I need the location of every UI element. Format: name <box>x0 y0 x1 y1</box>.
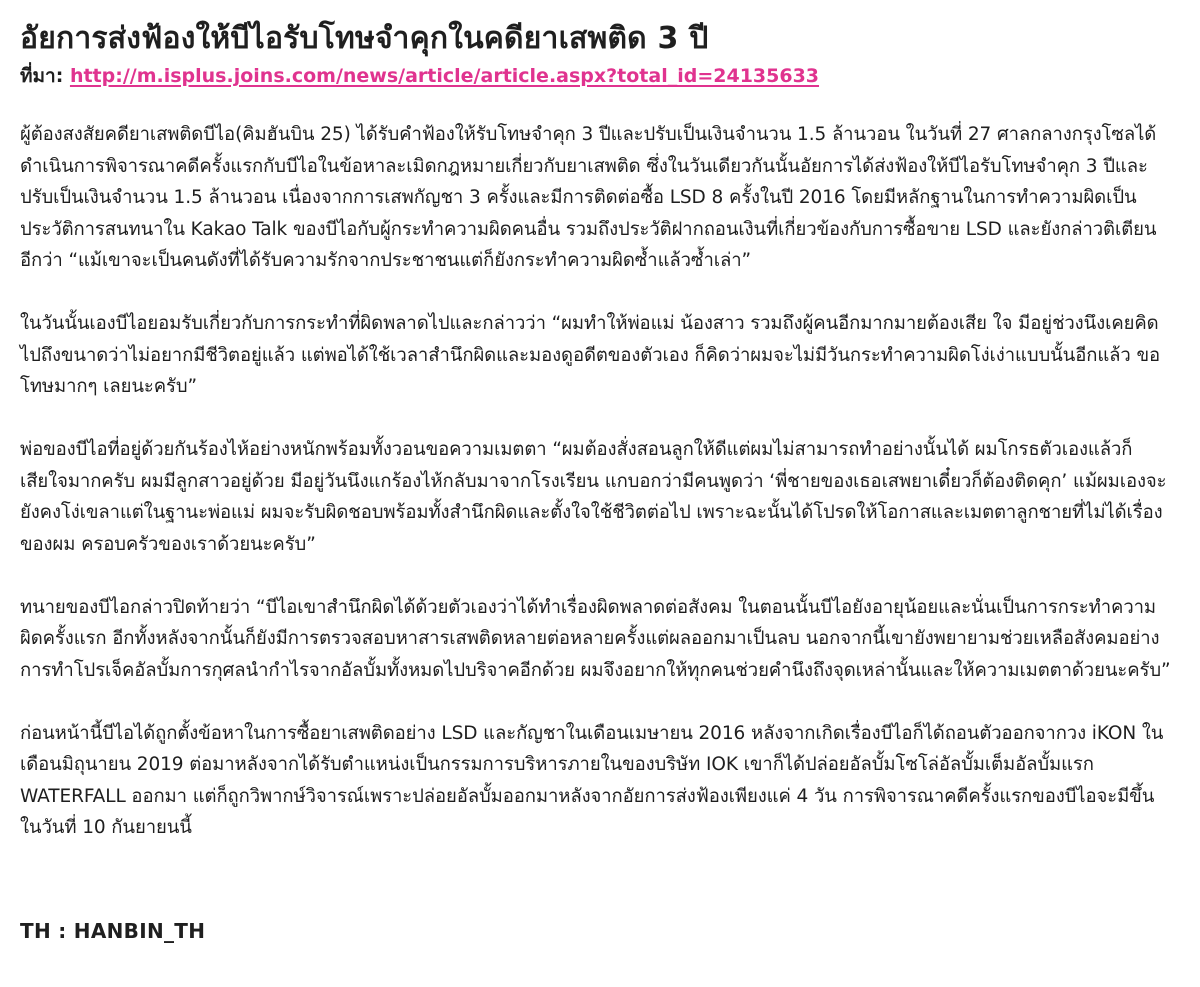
paragraph-3: พ่อของบีไอที่อยู่ด้วยกันร้องไห้อย่างหนักพร้อมทั้งวอนขอความเมตตา “ผมต้องสั่งสอนลูกให้ดีแต่ผมไม่สามารถทำอย่างนั้นได้ ผมโกรธตัวเองแล้วก็เสียใจมากครับ ผมมีลูกสาวอยู่ด้วย มีอยู่วันนึงแกร้องไห้กลับมาจากโรงเรียน แกบอกว่ามีคนพูดว่า ‘พี่ชายของเธอเสพยาเดี๋ยวก็ต้องติดคุก’ แม้ผมเองจะยังคงโง่เขลาแต่ในฐานะพ่อแม่ ผมจะรับผิดชอบพร้อมทั้งสำนึกผิดและตั้งใจใช้ชีวิตต่อไป เพราะฉะนั้นได้โปรดให้โอกาสและเมตตาลูกชายที่ไม่ได้เรื่องของผม ครอบครัวของเราด้วยนะครับ” <box>20 439 1167 555</box>
source-link[interactable]: http://m.isplus.joins.com/news/article/article.aspx?total_id=24135633 <box>69 65 820 87</box>
paragraph-2: ในวันนั้นเองบีไอยอมรับเกี่ยวกับการกระทำที่ผิดพลาดไปและกล่าวว่า “ผมทำให้พ่อแม่ น้องสาว รวมถึงผู้คนอีกมากมายต้องเสีย ใจ มีอยู่ช่วงนึงเคยคิดไปถึงขนาดว่าไม่อยากมีชีวิตอยู่แล้ว แต่พอได้ใช้เวลาสำนึกผิดและมองดูอดีตของตัวเอง ก็คิดว่าผมจะไม่มีวันกระทำความผิดโง่เง่าแบบนั้นอีกแล้ว ขอโทษมากๆ เลยนะครับ” <box>20 313 1161 397</box>
source-label: ที่มา: <box>20 65 70 87</box>
translator-credit: TH : HANBIN_TH <box>20 919 206 943</box>
article <box>20 18 1175 875</box>
source-line <box>20 62 1175 90</box>
article-body <box>20 119 1175 844</box>
paragraph-4: ทนายของบีไอกล่าวปิดท้ายว่า “บีไอเขาสำนึกผิดได้ด้วยตัวเองว่าได้ทำเรื่องผิดพลาดต่อสังคม ในตอนนั้นบีไอยังอายุน้อยและนั่นเป็นการกระทำความผิดครั้งแรก อีกทั้งหลังจากนั้นก็ยังมีการตรวจสอบหาสารเสพติดหลายต่อหลายครั้งแต่ผลออกมาเป็นลบ นอกจากนี้เขายังพยายามช่วยเหลือสังคมอย่างการทำโปรเจ็คอัลบั้มการกุศลนำกำไรจากอัลบั้มทั้งหมดไปบริจาคอีกด้วย ผมจึงอยากให้ทุกคนช่วยคำนึงถึงจุดเหล่านั้นและให้ความเมตตาด้วยนะครับ” <box>20 596 1171 681</box>
paragraph-5: ก่อนหน้านี้บีไอได้ถูกตั้งข้อหาในการซื้อยาเสพติดอย่าง LSD และกัญชาในเดือนเมษายน 2016 หลังจากเกิดเรื่องบีไอก็ได้ถอนตัวออกจากวง iKON ในเดือนมิถุนายน 2019 ต่อมาหลังจากได้รับตำแหน่งเป็นกรรมการบริหารภายในของบริษัท IOK เขาก็ได้ปล่อยอัลบั้มโซโล่อัลบั้มเต็มอัลบั้มแรก WATERFALL ออกมา แต่ก็ถูกวิพากษ์วิจารณ์เพราะปล่อยอัลบั้มออกมาหลังจากอัยการส่งฟ้องเพียงแค่ 4 วัน การพิจารณาคดีครั้งแรกของบีไอจะมีขึ้นในวันที่ 10 กันยายนนี้ <box>20 722 1164 838</box>
article-title: อัยการส่งฟ้องให้บีไอรับโทษจำคุกในคดียาเสพติด 3 ปี <box>20 21 709 56</box>
paragraph-1: ผู้ต้องสงสัยคดียาเสพติดบีไอ(คิมฮันบิน 25) ได้รับคำฟ้องให้รับโทษจำคุก 3 ปีและปรับเป็นเงินจำนวน 1.5 ล้านวอน ในวันที่ 27 ศาลกลางกรุงโซลได้ดำเนินการพิจารณาคดีครั้งแรกกับบีไอในข้อหาละเมิดกฎหมายเกี่ยวกับยาเสพติด ซึ่งในวันเดียวกันนั้นอัยการได้ส่งฟ้องให้บีไอรับโทษจำคุก 3 ปีและปรับเป็นเงินจำนวน 1.5 ล้านวอน เนื่องจากการเสพกัญชา 3 ครั้งและมีการติดต่อซื้อ LSD 8 ครั้งในปี 2016 โดยมีหลักฐานในการทำความผิดเป็นประวัติการสนทนาใน Kakao Talk ของบีไอกับผู้กระทำความผิดคนอื่น รวมถึงประวัติฝากถอนเงินที่เกี่ยวข้องกับการซื้อขาย LSD และยังกล่าวติเตียนอีกว่า “แม้เขาจะเป็นคนดังที่ได้รับความรักจากประชาชนแต่ก็ยังกระทำความผิดซ้ำแล้วซ้ำเล่า” <box>20 124 1157 271</box>
